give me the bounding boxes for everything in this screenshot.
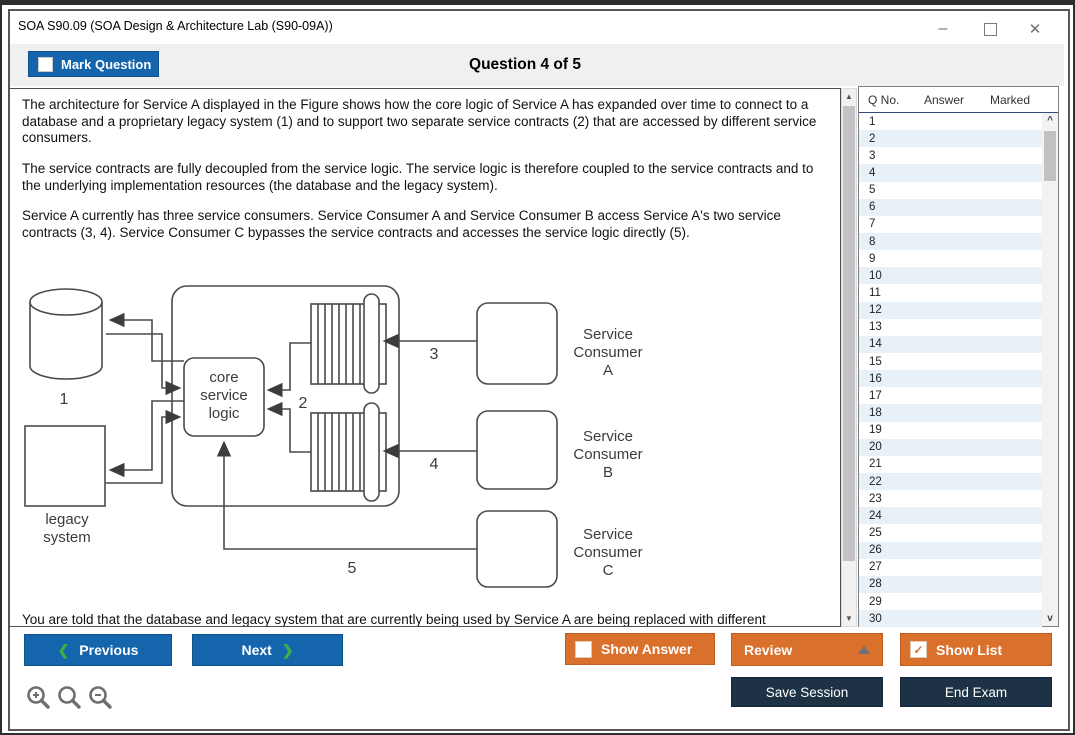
architecture-diagram — [22, 281, 682, 603]
review-label: Review — [744, 641, 793, 658]
show-answer-label: Show Answer — [601, 641, 693, 657]
question-row[interactable]: 8 — [859, 233, 1042, 250]
question-row[interactable]: 20 — [859, 439, 1042, 456]
question-row[interactable]: 14 — [859, 336, 1042, 353]
diagram-number-2: 2 — [298, 395, 308, 412]
question-content-panel — [9, 88, 841, 627]
col-answer: Answer — [923, 92, 964, 107]
list-scroll-up-icon[interactable]: ^ — [1047, 115, 1053, 126]
question-row[interactable]: 12 — [859, 302, 1042, 319]
svg-text:C: C — [602, 562, 614, 579]
service-contract-top-icon — [311, 294, 386, 393]
show-answer-checkbox[interactable] — [575, 641, 592, 658]
minimize-icon: – — [938, 20, 948, 37]
question-row[interactable]: 3 — [869, 149, 876, 162]
review-caret-icon — [858, 646, 870, 654]
arrow-core-to-legacy — [111, 401, 184, 470]
question-row[interactable]: 18 — [859, 404, 1042, 421]
question-paragraph-1: The architecture for Service A displayed in the Figure shows how the core logic of Service A has expanded over time to connect to a database and a proprietary legacy system (1) and to support two separate service contracts (2) that are accessed by different service consumers. — [22, 97, 817, 145]
question-row[interactable]: 28 — [859, 576, 1042, 593]
question-row[interactable]: 24 — [859, 507, 1042, 524]
question-row[interactable]: 13 — [869, 321, 882, 334]
zoom-controls — [25, 684, 115, 712]
list-scroll-down-icon[interactable]: v — [1047, 613, 1053, 624]
mark-question-checkbox[interactable] — [38, 57, 53, 72]
svg-text:Consumer: Consumer — [573, 446, 643, 463]
chevron-right-icon: ❯ — [281, 641, 294, 658]
mark-question-button[interactable] — [28, 51, 159, 77]
question-paragraph-clipped: You are told that the database and legacy system that are currently being used by Service A are being replaced with different — [22, 612, 766, 627]
consumer-c-box — [477, 511, 557, 587]
question-row[interactable]: 9 — [869, 252, 876, 265]
question-row[interactable]: 10 — [859, 267, 1042, 284]
end-exam-button[interactable] — [900, 677, 1052, 707]
question-row[interactable]: 23 — [869, 492, 882, 505]
arrow-consumer-c — [224, 443, 477, 549]
svg-text:service: service — [200, 387, 248, 404]
question-row[interactable]: 6 — [859, 199, 1042, 216]
svg-text:core: core — [209, 369, 239, 386]
question-row[interactable]: 21 — [869, 458, 882, 471]
minimize-button[interactable] — [928, 18, 958, 40]
question-row[interactable]: 4 — [859, 164, 1042, 181]
previous-button[interactable] — [24, 634, 172, 666]
scroll-up-icon[interactable]: ▲ — [845, 92, 853, 101]
save-session-label: Save Session — [765, 684, 849, 700]
question-row[interactable]: 2 — [859, 130, 1042, 147]
svg-text:legacy: legacy — [45, 511, 89, 528]
content-scrollbar-thumb[interactable] — [843, 106, 855, 561]
close-icon: ✕ — [1028, 21, 1042, 38]
arrow-core-to-database — [111, 320, 184, 361]
svg-text:Consumer: Consumer — [573, 544, 643, 561]
diagram-number-4: 4 — [429, 456, 439, 473]
question-row[interactable]: 16 — [859, 370, 1042, 387]
svg-text:Consumer: Consumer — [573, 344, 643, 361]
question-row[interactable]: 26 — [859, 542, 1042, 559]
question-row[interactable]: 5 — [869, 184, 876, 197]
question-counter: Question 4 of 5 — [469, 56, 581, 73]
question-row[interactable]: 7 — [869, 218, 876, 231]
question-row[interactable]: 1 — [869, 115, 876, 128]
previous-label: Previous — [79, 642, 139, 658]
svg-text:B: B — [602, 464, 614, 481]
question-row[interactable]: 11 — [869, 286, 881, 299]
consumer-b-box — [477, 411, 557, 489]
show-list-checkbox[interactable] — [910, 641, 927, 658]
svg-text:system: system — [43, 529, 91, 546]
question-row[interactable]: 17 — [869, 389, 882, 402]
zoom-out-button[interactable] — [87, 684, 115, 712]
save-session-button[interactable] — [731, 677, 883, 707]
diagram-number-1: 1 — [59, 391, 69, 408]
col-qno: Q No. — [868, 92, 900, 107]
question-row[interactable]: 19 — [869, 424, 882, 437]
database-icon — [30, 289, 102, 379]
question-row[interactable]: 15 — [869, 355, 882, 368]
arrow-contract-top-to-core — [269, 343, 311, 390]
svg-text:A: A — [602, 362, 614, 379]
content-scrollbar[interactable] — [841, 88, 857, 627]
zoom-in-icon — [25, 684, 53, 712]
end-exam-label: End Exam — [944, 684, 1008, 700]
svg-text:Service: Service — [582, 428, 634, 445]
show-list-label: Show List — [936, 641, 1003, 658]
question-row[interactable]: 29 — [869, 595, 882, 608]
next-label: Next — [241, 642, 272, 658]
check-icon: ✓ — [913, 642, 924, 657]
question-list-scrollbar-thumb[interactable] — [1044, 131, 1056, 181]
zoom-out-icon — [87, 684, 115, 712]
question-row[interactable]: 27 — [869, 561, 882, 574]
question-row[interactable]: 30 — [859, 610, 1042, 627]
consumer-a-box — [477, 303, 557, 384]
chevron-left-icon: ❮ — [57, 641, 70, 658]
maximize-icon — [984, 23, 997, 36]
service-contract-bottom-icon — [311, 403, 386, 501]
svg-text:Service: Service — [582, 326, 634, 343]
question-list-panel — [858, 86, 1059, 627]
legacy-system-box — [25, 426, 105, 506]
svg-text:Service: Service — [582, 526, 634, 543]
question-row[interactable]: 25 — [869, 526, 882, 539]
window-title: SOA S90.09 (SOA Design & Architecture Lab (S90-09A)) — [18, 19, 333, 33]
question-list-scrollbar[interactable] — [1042, 113, 1058, 626]
show-list-button[interactable] — [900, 633, 1052, 666]
next-button[interactable] — [192, 634, 343, 666]
arrow-contract-bottom-to-core — [269, 409, 311, 452]
zoom-in-button[interactable] — [25, 684, 53, 712]
zoom-reset-button[interactable] — [56, 684, 84, 712]
question-list-rows — [859, 113, 1042, 627]
question-paragraph-2: The service contracts are fully decoupled from the service logic. The service logic is therefore coupled to the service contracts and to the underlying implementation resources (the database and the legacy system). — [22, 161, 814, 193]
question-row[interactable]: 22 — [859, 473, 1042, 490]
col-marked: Marked — [989, 92, 1030, 107]
magnifier-icon — [56, 684, 84, 712]
maximize-button[interactable] — [975, 18, 1005, 40]
diagram-number-3: 3 — [429, 346, 439, 363]
scroll-down-icon[interactable]: ▼ — [845, 614, 853, 623]
diagram-number-5: 5 — [347, 560, 357, 577]
question-paragraph-3: Service A currently has three service consumers. Service Consumer A and Service Consumer B access Service A's two service contracts (3, 4). Service Consumer C bypasses the service contracts and accesses the service logic directly (5). — [22, 208, 781, 240]
mark-question-label: Mark Question — [61, 56, 152, 72]
arrow-legacy-to-core — [106, 417, 179, 483]
show-answer-button[interactable] — [565, 633, 715, 665]
close-button[interactable] — [1020, 18, 1050, 40]
question-list-header — [859, 87, 1058, 113]
review-button[interactable] — [731, 633, 883, 666]
svg-text:logic: logic — [208, 405, 240, 422]
